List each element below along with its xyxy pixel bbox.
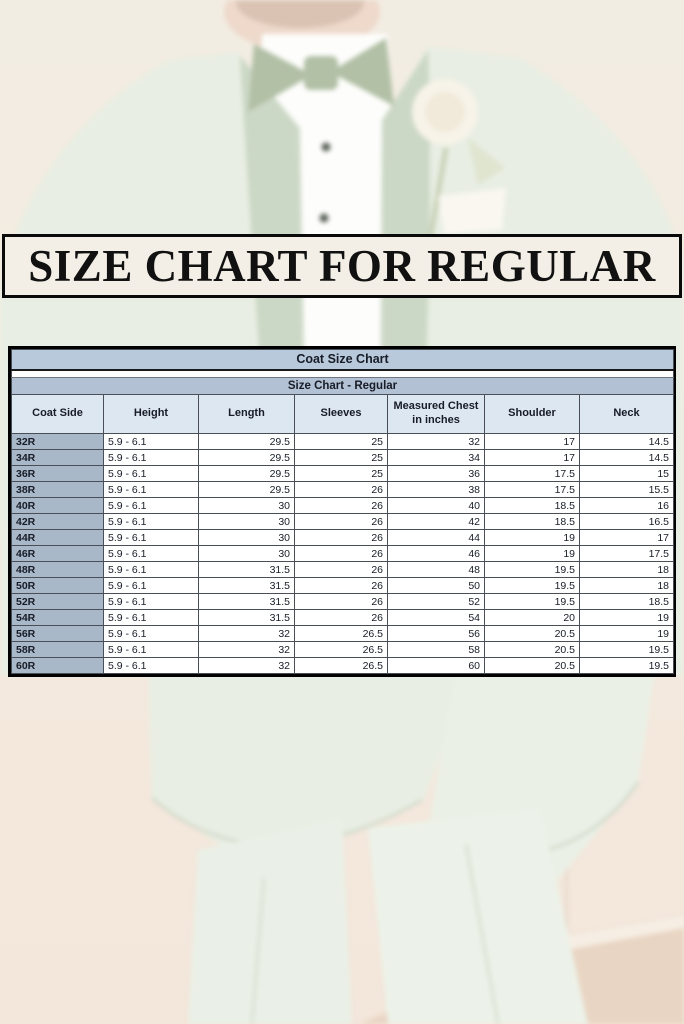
chest-cell: 56 xyxy=(388,626,485,642)
shoulder-cell: 19.5 xyxy=(485,594,580,610)
length-cell: 31.5 xyxy=(199,594,295,610)
sleeves-cell: 26 xyxy=(295,546,388,562)
chest-cell: 54 xyxy=(388,610,485,626)
shoulder-cell: 20.5 xyxy=(485,658,580,674)
shoulder-cell: 17.5 xyxy=(485,466,580,482)
chest-cell: 50 xyxy=(388,578,485,594)
table-row xyxy=(12,594,674,610)
neck-cell: 16 xyxy=(580,498,674,514)
table-row xyxy=(12,626,674,642)
table-row xyxy=(12,562,674,578)
shoulder-cell: 17 xyxy=(485,450,580,466)
neck-cell: 14.5 xyxy=(580,450,674,466)
sleeves-cell: 26.5 xyxy=(295,658,388,674)
col-header-sleeves: Sleeves xyxy=(295,395,388,434)
height-cell: 5.9 - 6.1 xyxy=(104,466,199,482)
sleeves-cell: 26.5 xyxy=(295,642,388,658)
neck-cell: 18 xyxy=(580,562,674,578)
sleeves-cell: 26 xyxy=(295,562,388,578)
size-cell: 54R xyxy=(12,610,104,626)
pocket-square xyxy=(438,188,506,234)
col-header-neck: Neck xyxy=(580,395,674,434)
table-subtitle: Size Chart - Regular xyxy=(12,378,674,395)
table-row xyxy=(12,530,674,546)
chest-cell: 48 xyxy=(388,562,485,578)
chest-cell: 36 xyxy=(388,466,485,482)
shoulder-cell: 19 xyxy=(485,546,580,562)
sleeves-cell: 26 xyxy=(295,514,388,530)
length-cell: 30 xyxy=(199,530,295,546)
neck-cell: 16.5 xyxy=(580,514,674,530)
sleeves-cell: 25 xyxy=(295,466,388,482)
length-cell: 29.5 xyxy=(199,482,295,498)
length-cell: 32 xyxy=(199,658,295,674)
table-row xyxy=(12,482,674,498)
shoulder-cell: 19.5 xyxy=(485,578,580,594)
shoulder-cell: 19 xyxy=(485,530,580,546)
length-cell: 29.5 xyxy=(199,450,295,466)
table-subtitle-row xyxy=(12,378,674,395)
col-header-height: Height xyxy=(104,395,199,434)
table-row xyxy=(12,450,674,466)
size-cell: 52R xyxy=(12,594,104,610)
table-row xyxy=(12,610,674,626)
sleeves-cell: 25 xyxy=(295,450,388,466)
height-cell: 5.9 - 6.1 xyxy=(104,514,199,530)
height-cell: 5.9 - 6.1 xyxy=(104,530,199,546)
shoulder-cell: 17 xyxy=(485,434,580,450)
shirt-stud xyxy=(320,214,329,223)
column-header-row xyxy=(12,395,674,434)
size-cell: 44R xyxy=(12,530,104,546)
table-row xyxy=(12,498,674,514)
neck-cell: 19 xyxy=(580,626,674,642)
table-title-row xyxy=(12,350,674,370)
chest-cell: 52 xyxy=(388,594,485,610)
chest-cell: 60 xyxy=(388,658,485,674)
sleeves-cell: 26 xyxy=(295,594,388,610)
size-cell: 32R xyxy=(12,434,104,450)
sleeves-cell: 25 xyxy=(295,434,388,450)
height-cell: 5.9 - 6.1 xyxy=(104,450,199,466)
col-header-coat-side: Coat Side xyxy=(12,395,104,434)
length-cell: 30 xyxy=(199,514,295,530)
length-cell: 31.5 xyxy=(199,610,295,626)
neck-cell: 17 xyxy=(580,530,674,546)
sleeves-cell: 26 xyxy=(295,610,388,626)
chest-cell: 34 xyxy=(388,450,485,466)
size-chart-banner xyxy=(2,234,682,298)
sleeves-cell: 26 xyxy=(295,498,388,514)
table-row xyxy=(12,546,674,562)
size-cell: 36R xyxy=(12,466,104,482)
chest-cell: 44 xyxy=(388,530,485,546)
height-cell: 5.9 - 6.1 xyxy=(104,578,199,594)
trouser-leg-left xyxy=(188,818,352,1024)
height-cell: 5.9 - 6.1 xyxy=(104,610,199,626)
col-header-shoulder: Shoulder xyxy=(485,395,580,434)
neck-cell: 14.5 xyxy=(580,434,674,450)
height-cell: 5.9 - 6.1 xyxy=(104,498,199,514)
size-cell: 38R xyxy=(12,482,104,498)
size-cell: 42R xyxy=(12,514,104,530)
table-row xyxy=(12,434,674,450)
shoulder-cell: 18.5 xyxy=(485,514,580,530)
chest-cell: 38 xyxy=(388,482,485,498)
height-cell: 5.9 - 6.1 xyxy=(104,626,199,642)
neck-cell: 19 xyxy=(580,610,674,626)
chest-cell: 46 xyxy=(388,546,485,562)
table-row xyxy=(12,466,674,482)
sleeves-cell: 26 xyxy=(295,530,388,546)
chest-cell: 32 xyxy=(388,434,485,450)
boutonniere-flower-center xyxy=(425,92,465,132)
shoulder-cell: 17.5 xyxy=(485,482,580,498)
neck-cell: 19.5 xyxy=(580,642,674,658)
neck-cell: 19.5 xyxy=(580,658,674,674)
height-cell: 5.9 - 6.1 xyxy=(104,434,199,450)
page-title: SIZE CHART FOR REGULAR xyxy=(28,240,656,291)
height-cell: 5.9 - 6.1 xyxy=(104,482,199,498)
table-body xyxy=(12,434,674,674)
bow-tie-knot xyxy=(304,56,338,90)
length-cell: 31.5 xyxy=(199,562,295,578)
table-gap-row xyxy=(12,370,674,378)
height-cell: 5.9 - 6.1 xyxy=(104,546,199,562)
neck-cell: 15 xyxy=(580,466,674,482)
shoulder-cell: 20.5 xyxy=(485,626,580,642)
coat-size-table xyxy=(11,349,674,674)
size-cell: 50R xyxy=(12,578,104,594)
length-cell: 30 xyxy=(199,498,295,514)
length-cell: 31.5 xyxy=(199,578,295,594)
coat-size-chart xyxy=(8,346,676,677)
size-cell: 46R xyxy=(12,546,104,562)
sleeves-cell: 26 xyxy=(295,578,388,594)
shoulder-cell: 20.5 xyxy=(485,642,580,658)
neck-cell: 18.5 xyxy=(580,594,674,610)
size-cell: 56R xyxy=(12,626,104,642)
neck-cell: 15.5 xyxy=(580,482,674,498)
col-header-chest: Measured Chest in inches xyxy=(388,395,485,434)
size-cell: 60R xyxy=(12,658,104,674)
shirt-stud xyxy=(322,143,331,152)
size-cell: 48R xyxy=(12,562,104,578)
shoulder-cell: 19.5 xyxy=(485,562,580,578)
table-title: Coat Size Chart xyxy=(12,350,674,370)
size-cell: 34R xyxy=(12,450,104,466)
length-cell: 32 xyxy=(199,642,295,658)
shoulder-cell: 20 xyxy=(485,610,580,626)
height-cell: 5.9 - 6.1 xyxy=(104,562,199,578)
size-cell: 58R xyxy=(12,642,104,658)
table-row xyxy=(12,642,674,658)
size-cell: 40R xyxy=(12,498,104,514)
chest-cell: 40 xyxy=(388,498,485,514)
length-cell: 29.5 xyxy=(199,466,295,482)
table-row xyxy=(12,658,674,674)
sleeves-cell: 26.5 xyxy=(295,626,388,642)
height-cell: 5.9 - 6.1 xyxy=(104,642,199,658)
sleeves-cell: 26 xyxy=(295,482,388,498)
length-cell: 32 xyxy=(199,626,295,642)
neck-cell: 18 xyxy=(580,578,674,594)
height-cell: 5.9 - 6.1 xyxy=(104,658,199,674)
length-cell: 30 xyxy=(199,546,295,562)
col-header-length: Length xyxy=(199,395,295,434)
neck-cell: 17.5 xyxy=(580,546,674,562)
table-row xyxy=(12,514,674,530)
chest-cell: 42 xyxy=(388,514,485,530)
shoulder-cell: 18.5 xyxy=(485,498,580,514)
length-cell: 29.5 xyxy=(199,434,295,450)
height-cell: 5.9 - 6.1 xyxy=(104,594,199,610)
chest-cell: 58 xyxy=(388,642,485,658)
table-row xyxy=(12,578,674,594)
